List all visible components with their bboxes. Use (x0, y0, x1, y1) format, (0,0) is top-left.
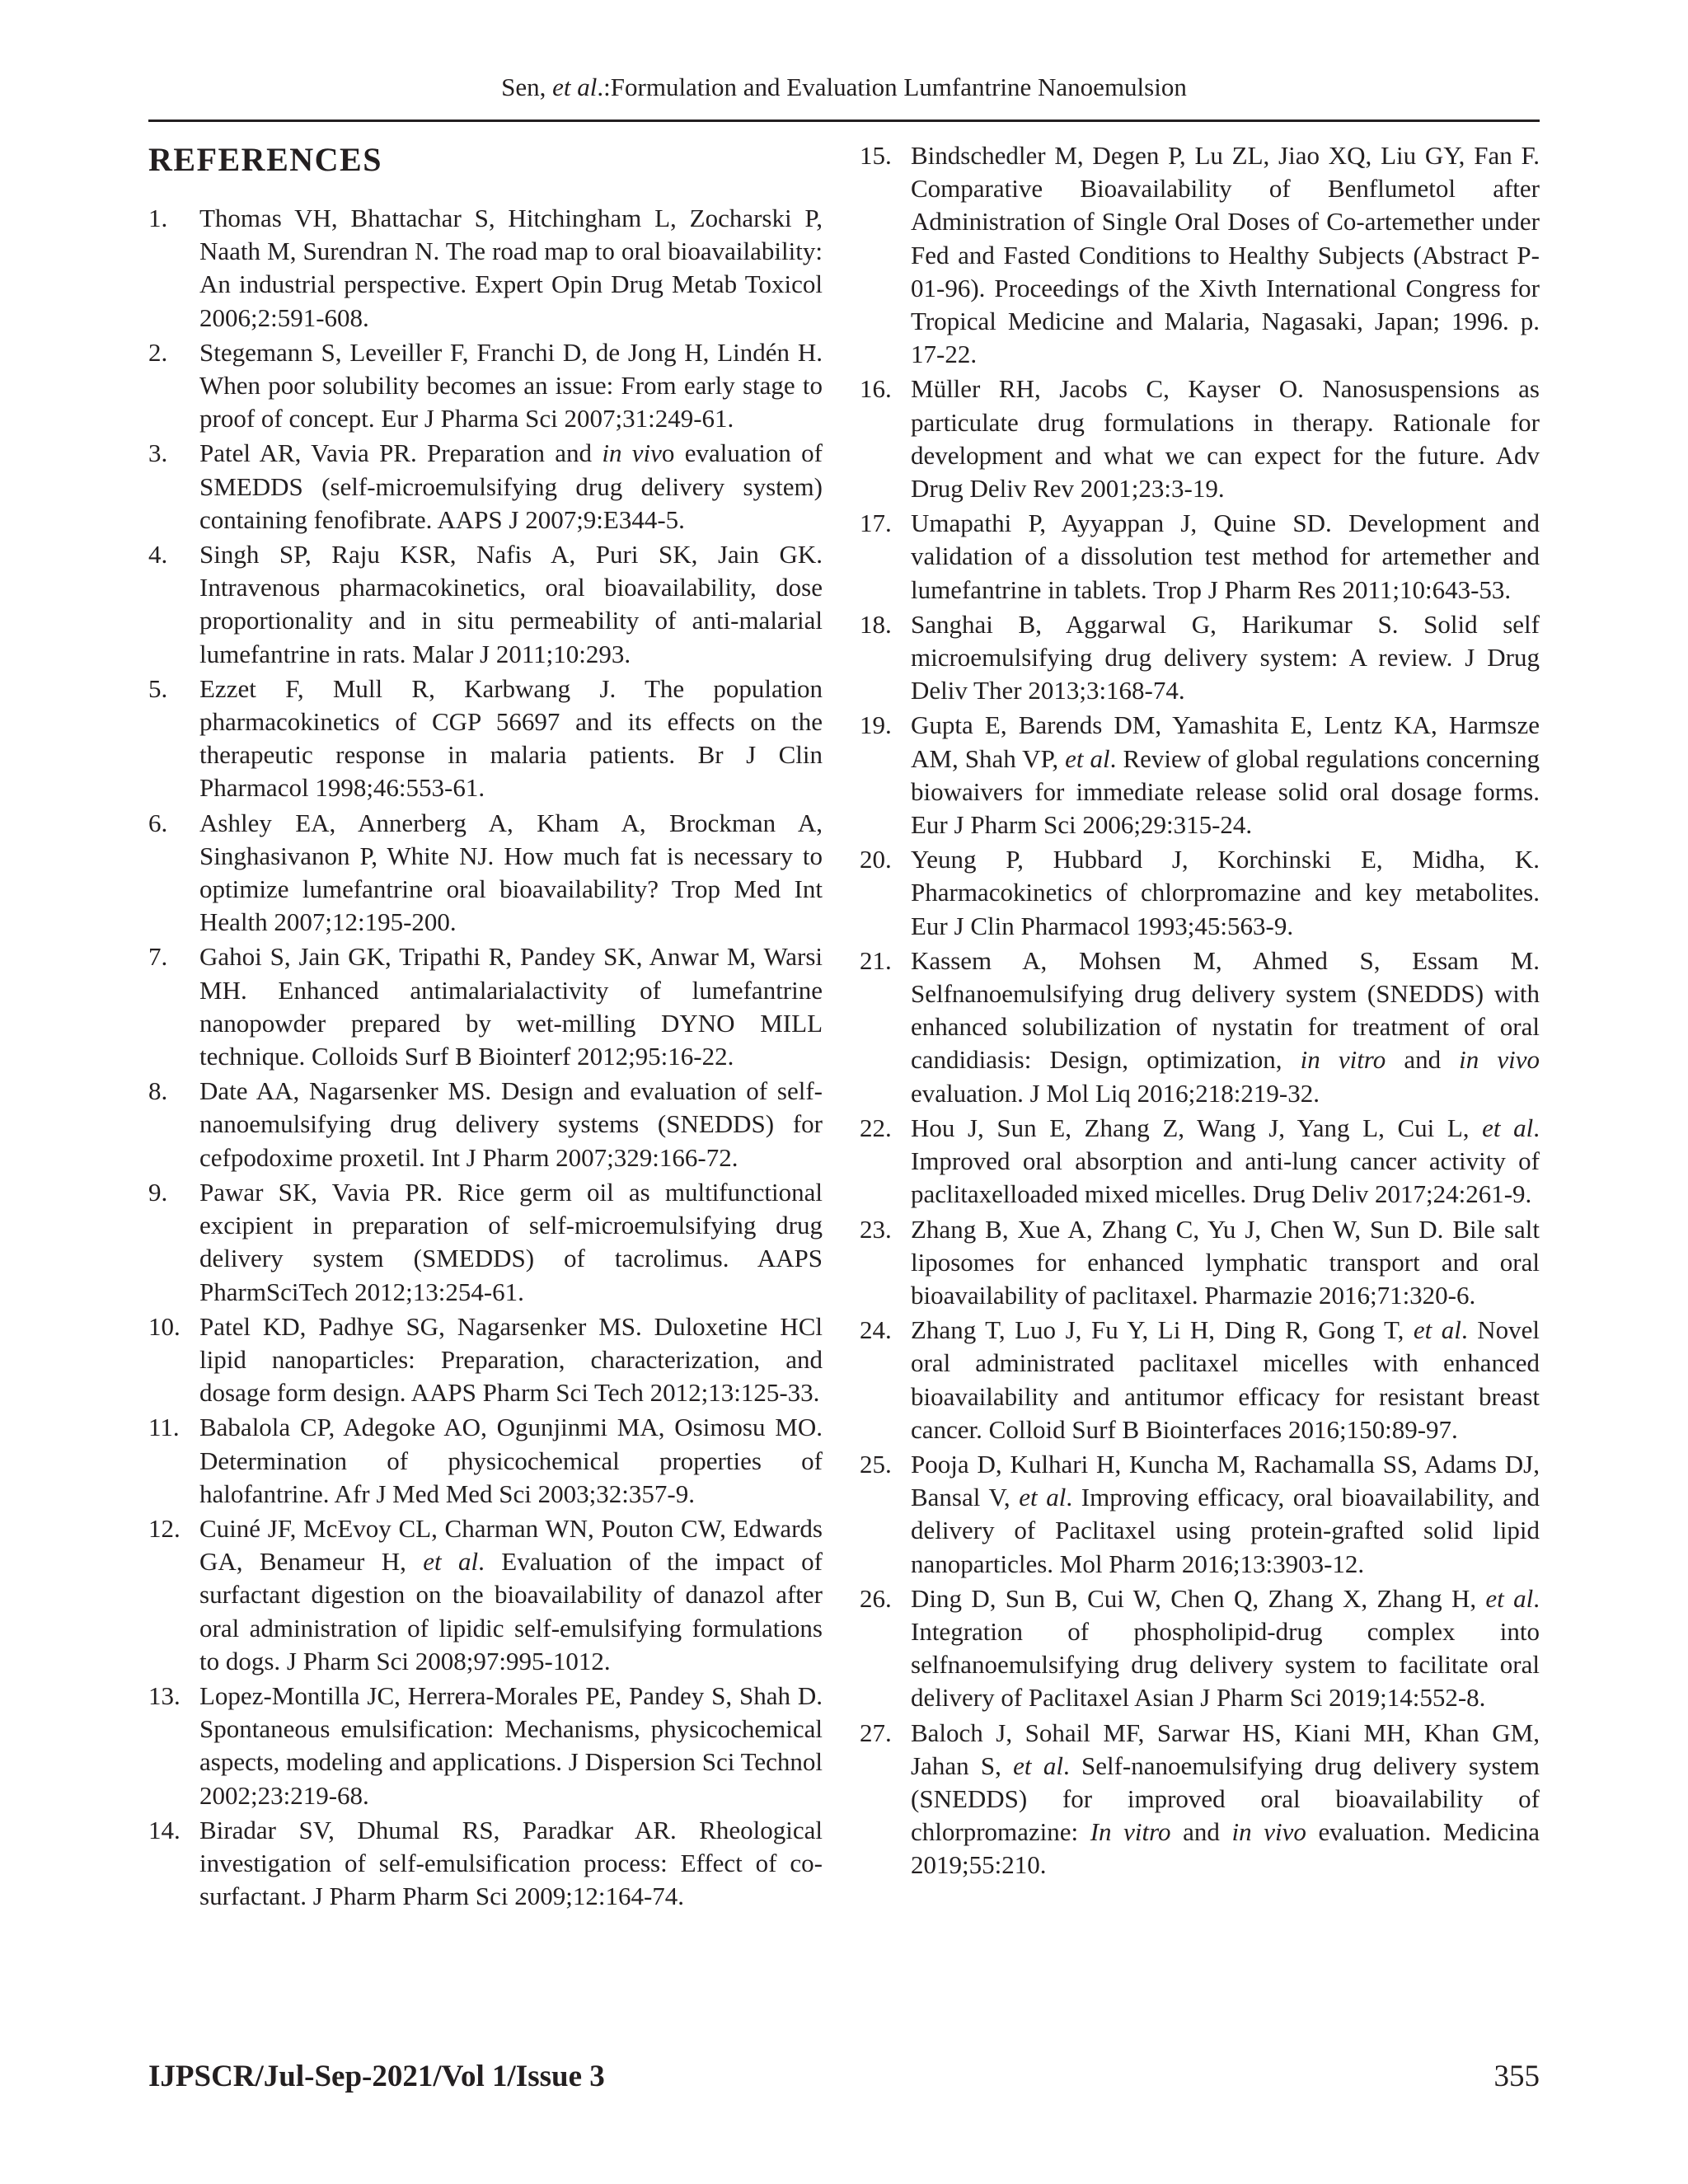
reference-number: 18. (860, 609, 892, 639)
reference-item (148, 538, 823, 671)
reference-item (860, 608, 1540, 708)
reference-text: Sanghai B, Aggarwal G, Harikumar S. Solid self microemulsifying drug delivery system: A review. J Drug Deliv Ther 2013;3:168-74. (911, 609, 1540, 705)
header-title: Formulation and Evaluation Lumfantrine Nanoemulsion (610, 73, 1187, 101)
reference-text: Biradar SV, Dhumal RS, Paradkar AR. Rheological investigation of self-emulsification process: Effect of co-surfactant. J Pharm Pharm Sci 2009;12:164-74. (199, 1815, 823, 1911)
reference-number: 11. (148, 1413, 180, 1442)
reference-number: 12. (148, 1513, 181, 1543)
reference-item (860, 1448, 1540, 1581)
reference-item (860, 843, 1540, 943)
reference-number: 1. (148, 204, 168, 232)
reference-item (860, 373, 1540, 505)
reference-text: Zhang T, Luo J, Fu Y, Li H, Ding R, Gong T, et al. Novel oral administrated paclitaxel micelles with enhanced bioavailability and antitumor efficacy for resistant breast cancer. Colloid Surf B Biointerfaces 2016;150:89-97. (911, 1315, 1540, 1444)
reference-number: 20. (860, 845, 892, 874)
reference-number: 26. (860, 1583, 892, 1613)
reference-item (860, 507, 1540, 607)
references-left-column (148, 202, 823, 1915)
reference-number: 13. (148, 1680, 181, 1710)
header-divider (148, 120, 1540, 122)
reference-number: 23. (860, 1214, 892, 1244)
reference-item (148, 1512, 823, 1678)
journal-footer: IJPSCR/Jul-Sep-2021/Vol 1/Issue 3 (148, 2060, 605, 2093)
reference-item (148, 437, 823, 537)
reference-item (148, 940, 823, 1073)
reference-number: 17. (860, 509, 892, 538)
reference-item (860, 1314, 1540, 1446)
reference-number: 22. (860, 1113, 892, 1142)
page-number: 355 (1493, 2060, 1540, 2093)
reference-text: Umapathi P, Ayyappan J, Quine SD. Development and validation of a dissolution test method for artemether and lumefantrine in tablets. Trop J Pharm Res 2011;10:643-53. (911, 509, 1540, 604)
reference-text: Baloch J, Sohail MF, Sarwar HS, Kiani MH, Khan GM, Jahan S, et al. Self-nanoemulsifying drug delivery system (SNEDDS) for improved oral bioavailability of chlorpromazine: In vitro and in vivo evaluation. Medicina 2019;55:210. (911, 1718, 1540, 1880)
reference-text: Patel AR, Vavia PR. Preparation and in vivo evaluation of SMEDDS (self-microemulsifying drug delivery system) containing fenofibrate. AAPS J 2007;9:E344-5. (199, 438, 823, 534)
reference-item (860, 944, 1540, 1110)
reference-item (148, 807, 823, 940)
reference-text: Ding D, Sun B, Cui W, Chen Q, Zhang X, Zhang H, et al. Integration of phospholipid-drug complex into selfnanoemulsifying drug delivery system to facilitate oral delivery of Paclitaxel Asian J Pharm Sci 2019;14:552-8. (911, 1583, 1540, 1713)
reference-text: Lopez-Montilla JC, Herrera-Morales PE, Pandey S, Shah D. Spontaneous emulsification: Mechanisms, physicochemical aspects, modeling and applications. J Dispersion Sci Technol 2002;23:219-68. (199, 1680, 823, 1810)
reference-text: Ashley EA, Annerberg A, Kham A, Brockman A, Singhasivanon P, White NJ. How much fat is necessary to optimize lumefantrine oral bioavailability? Trop Med Int Health 2007;12:195-200. (199, 808, 823, 937)
reference-item (148, 202, 823, 335)
reference-number: 27. (860, 1718, 892, 1747)
reference-item (860, 1582, 1540, 1715)
reference-number: 2. (148, 337, 168, 367)
reference-text: Müller RH, Jacobs C, Kayser O. Nanosuspensions as particulate drug formulations in therapy. Rationale for development and what we can expect for the future. Adv Drug Deliv Rev 2001;23:3-19. (911, 374, 1540, 504)
reference-text: Hou J, Sun E, Zhang Z, Wang J, Yang L, Cui L, et al. Improved oral absorption and anti-lung cancer activity of paclitaxelloaded mixed micelles. Drug Deliv 2017;24:261-9. (911, 1113, 1540, 1209)
reference-text: Patel KD, Padhye SG, Nagarsenker MS. Duloxetine HCl lipid nanoparticles: Preparation, characterization, and dosage form design. AAPS Pharm Sci Tech 2012;13:125-33. (199, 1311, 823, 1408)
reference-item (148, 1411, 823, 1511)
reference-number: 19. (860, 710, 892, 740)
references-right-column (860, 139, 1540, 1884)
reference-number: 10. (148, 1311, 181, 1341)
reference-item (860, 709, 1540, 841)
header-authors: Sen, (501, 73, 553, 101)
reference-text: Pawar SK, Vavia PR. Rice germ oil as multifunctional excipient in preparation of self-microemulsifying drug delivery system (SMEDDS) of tacrolimus. AAPS PharmSciTech 2012;13:254-61. (199, 1177, 823, 1306)
reference-item (148, 1310, 823, 1410)
running-header (148, 71, 1540, 104)
reference-text: Ezzet F, Mull R, Karbwang J. The population pharmacokinetics of CGP 56697 and its effects on the therapeutic response in malaria patients. Br J Clin Pharmacol 1998;46:553-61. (199, 673, 823, 803)
reference-number: 21. (860, 945, 892, 975)
reference-item (860, 1717, 1540, 1882)
reference-text: Singh SP, Raju KSR, Nafis A, Puri SK, Jain GK. Intravenous pharmacokinetics, oral bioavailability, dose proportionality and in situ permeability of anti-malarial lumefantrine in rats. Malar J 2011;10:293. (199, 540, 823, 668)
reference-number: 9. (148, 1177, 168, 1207)
reference-text: Gahoi S, Jain GK, Tripathi R, Pandey SK, Anwar M, Warsi MH. Enhanced antimalarialactivity of lumefantrine nanopowder prepared by wet-milling DYNO MILL technique. Colloids Surf B Biointerf 2012;95:16-22. (199, 942, 823, 1071)
reference-number: 3. (148, 438, 168, 468)
header-etal: et al (552, 73, 598, 101)
reference-text: Bindschedler M, Degen P, Lu ZL, Jiao XQ, Liu GY, Fan F. Comparative Bioavailability of Benflumetol after Administration of Single Oral Doses of Co-artemether under Fed and Fasted Conditions to Healthy Subjects (Abstract P-01-96). Proceedings of the Xivth International Congress for Tropical Medicine and Malaria, Nagasaki, Japan; 1996. p. 17-22. (911, 141, 1540, 369)
reference-text: Pooja D, Kulhari H, Kuncha M, Rachamalla SS, Adams DJ, Bansal V, et al. Improving efficacy, oral bioavailability, and delivery of Paclitaxel using protein-grafted solid lipid nanoparticles. Mol Pharm 2016;13:3903-12. (911, 1449, 1540, 1578)
references-heading: REFERENCES (148, 141, 382, 178)
reference-item (148, 1075, 823, 1174)
reference-text: Yeung P, Hubbard J, Korchinski E, Midha, K. Pharmacokinetics of chlorpromazine and key metabolites. Eur J Clin Pharmacol 1993;45:563-9. (911, 845, 1540, 940)
reference-text: Thomas VH, Bhattachar S, Hitchingham L, Zocharski P, Naath M, Surendran N. The road map to oral bioavailability: An industrial perspective. Expert Opin Drug Metab Toxicol 2006;2:591-608. (199, 204, 823, 332)
reference-number: 25. (860, 1449, 892, 1479)
reference-item (148, 1176, 823, 1309)
reference-item (148, 673, 823, 805)
reference-item (860, 1213, 1540, 1313)
reference-number: 16. (860, 374, 892, 404)
reference-item (860, 1112, 1540, 1212)
reference-number: 6. (148, 808, 168, 837)
reference-text: Zhang B, Xue A, Zhang C, Yu J, Chen W, Sun D. Bile salt liposomes for enhanced lymphatic transport and oral bioavailability of paclitaxel. Pharmazie 2016;71:320-6. (911, 1214, 1540, 1310)
reference-text: Date AA, Nagarsenker MS. Design and evaluation of self-nanoemulsifying drug delivery systems (SNEDDS) for cefpodoxime proxetil. Int J Pharm 2007;329:166-72. (199, 1076, 823, 1172)
reference-item (148, 1680, 823, 1812)
reference-number: 8. (148, 1076, 168, 1106)
reference-item (148, 1814, 823, 1914)
reference-item (148, 336, 823, 436)
reference-text: Babalola CP, Adegoke AO, Ogunjinmi MA, Osimosu MO. Determination of physicochemical properties of halofantrine. Afr J Med Med Sci 2003;32:357-9. (199, 1413, 823, 1508)
reference-number: 7. (148, 942, 168, 972)
reference-number: 4. (148, 540, 168, 569)
reference-item (860, 139, 1540, 371)
reference-text: Kassem A, Mohsen M, Ahmed S, Essam M. Selfnanoemulsifying drug delivery system (SNEDDS) with enhanced solubilization of nystatin for treatment of oral candidiasis: Design, optimization, in vitro and in vivo evaluation. J Mol Liq 2016;218:219-32. (911, 945, 1540, 1108)
header-separator: .: (597, 73, 611, 101)
reference-number: 5. (148, 673, 168, 703)
reference-text: Stegemann S, Leveiller F, Franchi D, de Jong H, Lindén H. When poor solubility becomes an issue: From early stage to proof of concept. Eur J Pharma Sci 2007;31:249-61. (199, 337, 823, 434)
reference-number: 14. (148, 1815, 181, 1844)
reference-text: Gupta E, Barends DM, Yamashita E, Lentz KA, Harmsze AM, Shah VP, et al. Review of global regulations concerning biowaivers for immediate release solid oral dosage forms. Eur J Pharm Sci 2006;29:315-24. (911, 710, 1540, 840)
reference-text: Cuiné JF, McEvoy CL, Charman WN, Pouton CW, Edwards GA, Benameur H, et al. Evaluation of the impact of surfactant digestion on the bioavailability of danazol after oral administration of lipidic self-emulsifying formulations to dogs. J Pharm Sci 2008;97:995-1012. (199, 1513, 823, 1675)
reference-number: 15. (860, 141, 892, 170)
reference-number: 24. (860, 1315, 892, 1345)
